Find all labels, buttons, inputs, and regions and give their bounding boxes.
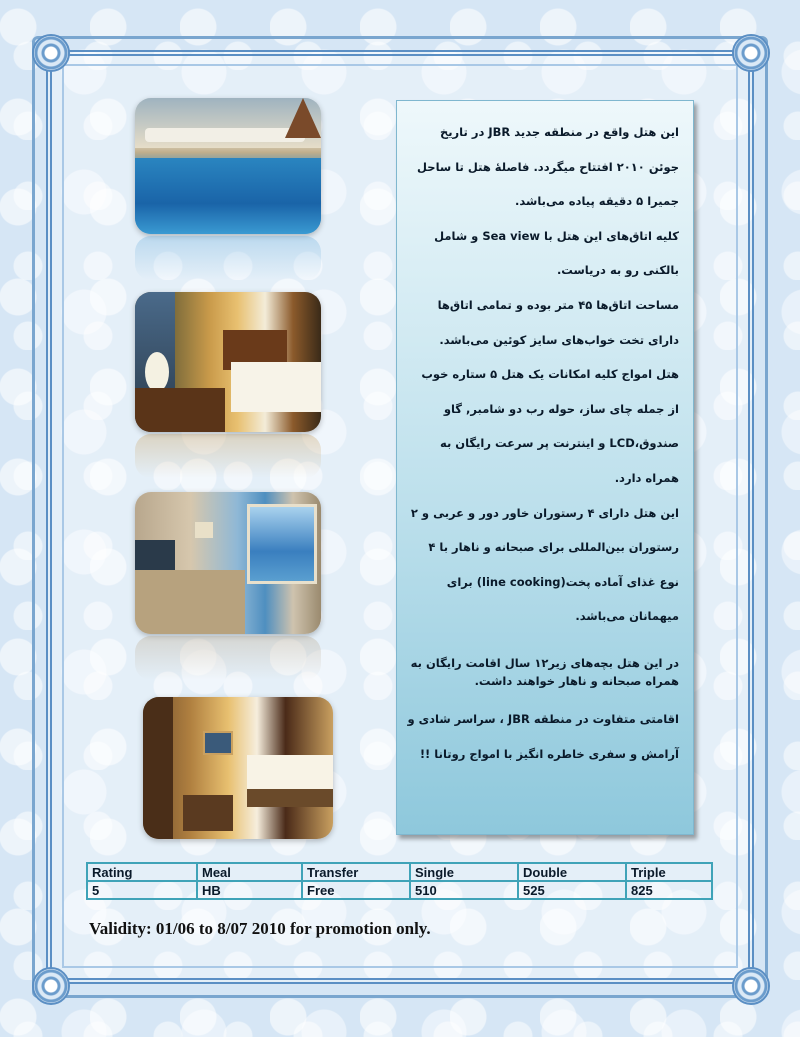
room-photo-2 bbox=[135, 492, 321, 634]
rates-header-cell: Single bbox=[410, 863, 518, 881]
corner-ornament-top-left bbox=[32, 34, 70, 72]
rates-value-cell: Free bbox=[302, 881, 410, 899]
room-photo-3 bbox=[143, 697, 333, 839]
description-paragraph: این هتل دارای ۴ رستوران خاور دور و عربی و ۲ رستوران بین‌المللی برای صبحانه و ناهار با ۴ نوع غذای آماده پخت(line cooking) برای میهمانان می‌باشد. bbox=[410, 505, 679, 624]
pool-photo-reflection bbox=[135, 236, 321, 280]
rates-header-row bbox=[87, 863, 712, 881]
rates-header-cell: Rating bbox=[87, 863, 197, 881]
rates-table bbox=[86, 862, 713, 900]
description-paragraph: در این هتل بچه‌های زیر۱۲ سال اقامت رایگان به همراه صبحانه و ناهار خواهند داشت. bbox=[410, 655, 679, 688]
rates-value-cell: HB bbox=[197, 881, 302, 899]
room-photo-1-reflection bbox=[135, 434, 321, 478]
validity-note: Validity: 01/06 to 8/07 2010 for promotion only. bbox=[89, 919, 431, 938]
description-paragraph: هتل امواج کلیه امکانات یک هتل ۵ ستاره خوب از جمله چای ساز، حوله رب دو شامبر, گاو صندوق،LCD و اینترنت پر سرعت رایگان به همراه دارد. bbox=[421, 367, 679, 485]
description-paragraph: اقامتی متفاوت در منطقه JBR ، سراسر شادی و آرامش و سفری خاطره انگیز با امواج روتانا !! bbox=[407, 711, 679, 761]
rates-value-cell: 510 bbox=[410, 881, 518, 899]
room-photo-2-reflection bbox=[135, 636, 321, 680]
rates-value-cell: 825 bbox=[626, 881, 712, 899]
corner-ornament-top-right bbox=[732, 34, 770, 72]
description-paragraph: کلیه اتاق‌های این هتل با Sea view و شامل بالکنی رو به دریاست. bbox=[434, 228, 679, 278]
corner-ornament-bottom-left bbox=[32, 967, 70, 1005]
rates-header-cell: Triple bbox=[626, 863, 712, 881]
description-paragraph: این هتل واقع در منطقه جدید JBR در تاریخ جوئن ۲۰۱۰ افتتاح میگردد. فاصلهٔ هتل تا ساحل جمیرا ۵ دقیقه پیاده می‌باشد. bbox=[417, 125, 679, 209]
rates-header-cell: Meal bbox=[197, 863, 302, 881]
rates-header-cell: Transfer bbox=[302, 863, 410, 881]
rates-value-row bbox=[87, 881, 712, 899]
pool-photo bbox=[135, 98, 321, 234]
room-photo-1 bbox=[135, 292, 321, 432]
rates-header-cell: Double bbox=[518, 863, 626, 881]
rates-value-cell: 5 bbox=[87, 881, 197, 899]
corner-ornament-bottom-right bbox=[732, 967, 770, 1005]
description-paragraph: مساحت اتاق‌ها ۴۵ متر بوده و تمامی اتاق‌ها دارای تخت خواب‌های سایز کوئین می‌باشد. bbox=[437, 297, 679, 347]
rates-value-cell: 525 bbox=[518, 881, 626, 899]
hotel-description-box bbox=[396, 100, 694, 835]
